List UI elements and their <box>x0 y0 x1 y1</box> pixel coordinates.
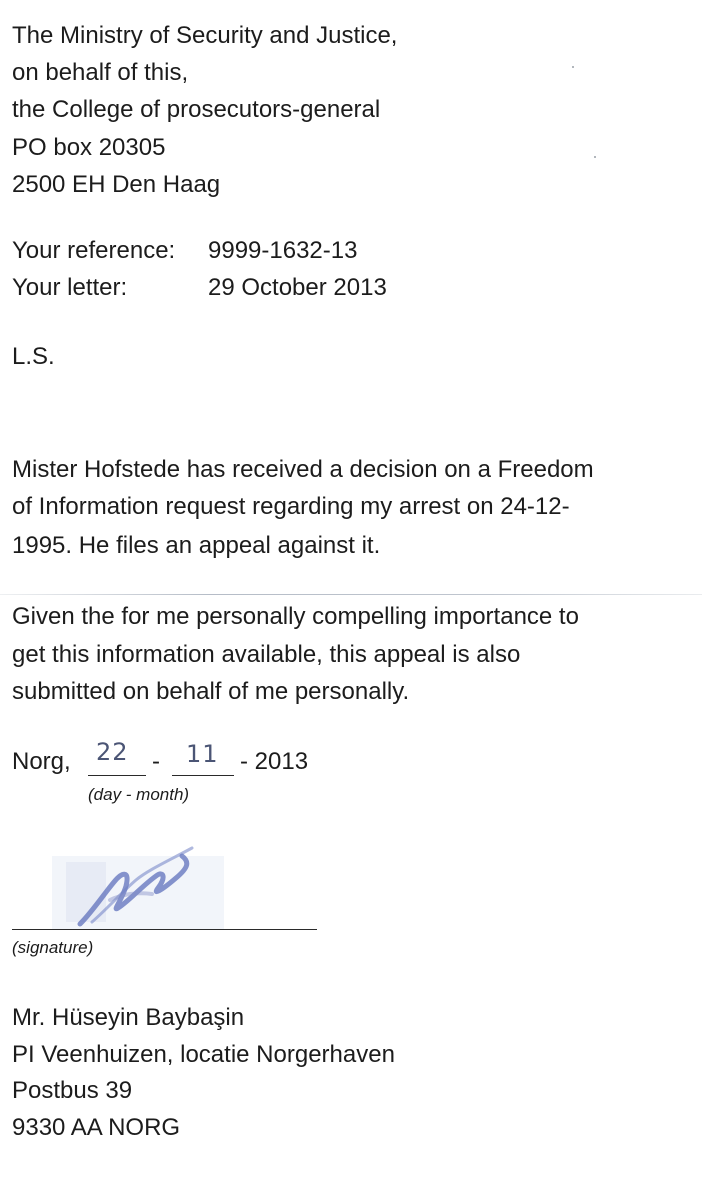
scan-speck <box>572 66 574 68</box>
signature-line <box>12 929 317 930</box>
date-place: Norg, <box>12 748 71 775</box>
body-p2-line-3: submitted on behalf of me personally. <box>12 678 410 705</box>
sender-line-3: Postbus 39 <box>12 1077 133 1104</box>
date-year: - 2013 <box>240 748 309 775</box>
signature-caption: (signature) <box>12 938 94 957</box>
date-day-underline <box>88 775 146 776</box>
addressee-line-5: 2500 EH Den Haag <box>12 171 221 198</box>
your-reference-row <box>12 237 357 265</box>
date-day-handwritten: 22 <box>96 738 129 766</box>
your-reference-label: Your reference: <box>12 237 176 264</box>
scan-fold-line <box>0 594 702 595</box>
body-p1-line-1: Mister Hofstede has received a decision on a Freedom <box>12 456 594 483</box>
body-p1-line-3: 1995. He files an appeal against it. <box>12 532 381 559</box>
body-p2-line-1: Given the for me personally compelling importance to <box>12 603 579 630</box>
your-letter-value: 29 October 2013 <box>208 274 387 301</box>
body-p2-line-2: get this information available, this appeal is also <box>12 641 521 668</box>
addressee-line-2: on behalf of this, <box>12 59 189 86</box>
body-p1-line-2: of Information request regarding my arrest on 24-12- <box>12 493 570 520</box>
your-letter-row <box>12 274 387 302</box>
date-dash-1: - <box>152 748 160 775</box>
addressee-line-4: PO box 20305 <box>12 134 166 161</box>
sender-line-4: 9330 AA NORG <box>12 1114 181 1141</box>
sender-line-2: PI Veenhuizen, locatie Norgerhaven <box>12 1041 395 1068</box>
your-reference-value: 9999-1632-13 <box>208 237 358 264</box>
salutation: L.S. <box>12 343 55 370</box>
date-caption: (day - month) <box>88 785 190 804</box>
date-month-handwritten: 11 <box>186 740 219 768</box>
scan-speck <box>594 156 596 158</box>
your-letter-label: Your letter: <box>12 274 128 301</box>
date-month-underline <box>172 775 234 776</box>
sender-line-1: Mr. Hüseyin Baybaşin <box>12 1004 245 1031</box>
addressee-line-1: The Ministry of Security and Justice, <box>12 22 398 49</box>
addressee-line-3: the College of prosecutors-general <box>12 96 381 123</box>
signature-image <box>52 842 227 934</box>
